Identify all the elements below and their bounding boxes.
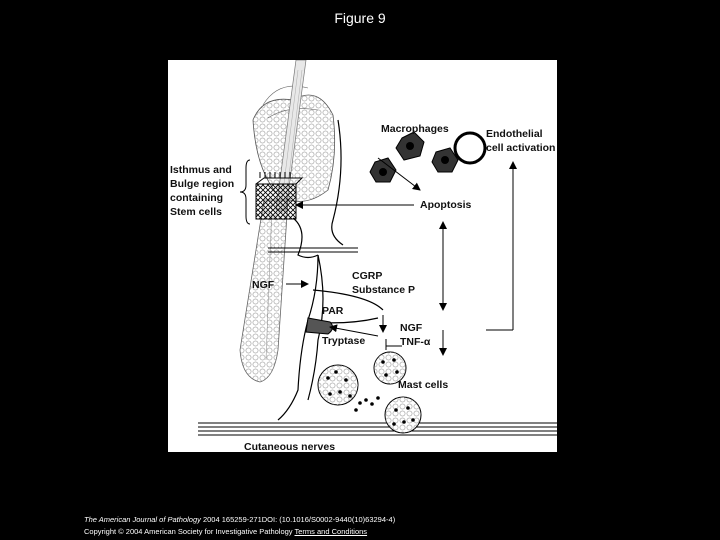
par-receptor-shape xyxy=(306,318,333,334)
copyright-line xyxy=(84,527,367,536)
stem-region-label-line-1: Isthmus and xyxy=(170,164,232,176)
tnf-alpha-label: TNF-α xyxy=(400,336,431,348)
macrophage-cells xyxy=(370,132,458,182)
stem-region-label-line-3: containing xyxy=(170,192,224,204)
endothelial-label-line-2: cell activation xyxy=(486,142,556,154)
figure-panel xyxy=(168,60,557,452)
par-label: PAR xyxy=(322,305,344,317)
substance-p-label: Substance P xyxy=(352,284,416,296)
neurogenic-inflammation-diagram xyxy=(168,60,557,452)
stem-region-brace xyxy=(240,160,250,224)
cgrp-label: CGRP xyxy=(352,270,383,282)
terms-link[interactable]: Terms and Conditions xyxy=(294,527,368,536)
stem-region-label-line-2: Bulge region xyxy=(170,178,235,190)
ngf-left-label: NGF xyxy=(252,279,275,291)
macrophages-label: Macrophages xyxy=(381,123,449,135)
journal-name: The American Journal of Pathology xyxy=(84,515,201,524)
copyright-text: Copyright © 2004 American Society for Investigative Pathology xyxy=(84,527,293,536)
citation-line xyxy=(84,515,395,524)
slide-title: Figure 9 xyxy=(334,10,386,26)
ngf-label: NGF xyxy=(400,322,423,334)
mast-cell-clusters xyxy=(318,352,421,433)
endothelial-cell xyxy=(455,133,485,163)
endothelial-label-line-1: Endothelial xyxy=(486,128,543,140)
cutaneous-nerves-label: Cutaneous nerves xyxy=(244,441,336,452)
citation-text: 2004 165259-271DOI: (10.1016/S0002-9440(10)63294-4) xyxy=(200,515,396,524)
tryptase-label: Tryptase xyxy=(322,335,366,347)
apoptosis-label: Apoptosis xyxy=(420,199,472,211)
stem-region-label-line-4: Stem cells xyxy=(170,206,222,218)
mast-cells-label: Mast cells xyxy=(398,379,449,391)
